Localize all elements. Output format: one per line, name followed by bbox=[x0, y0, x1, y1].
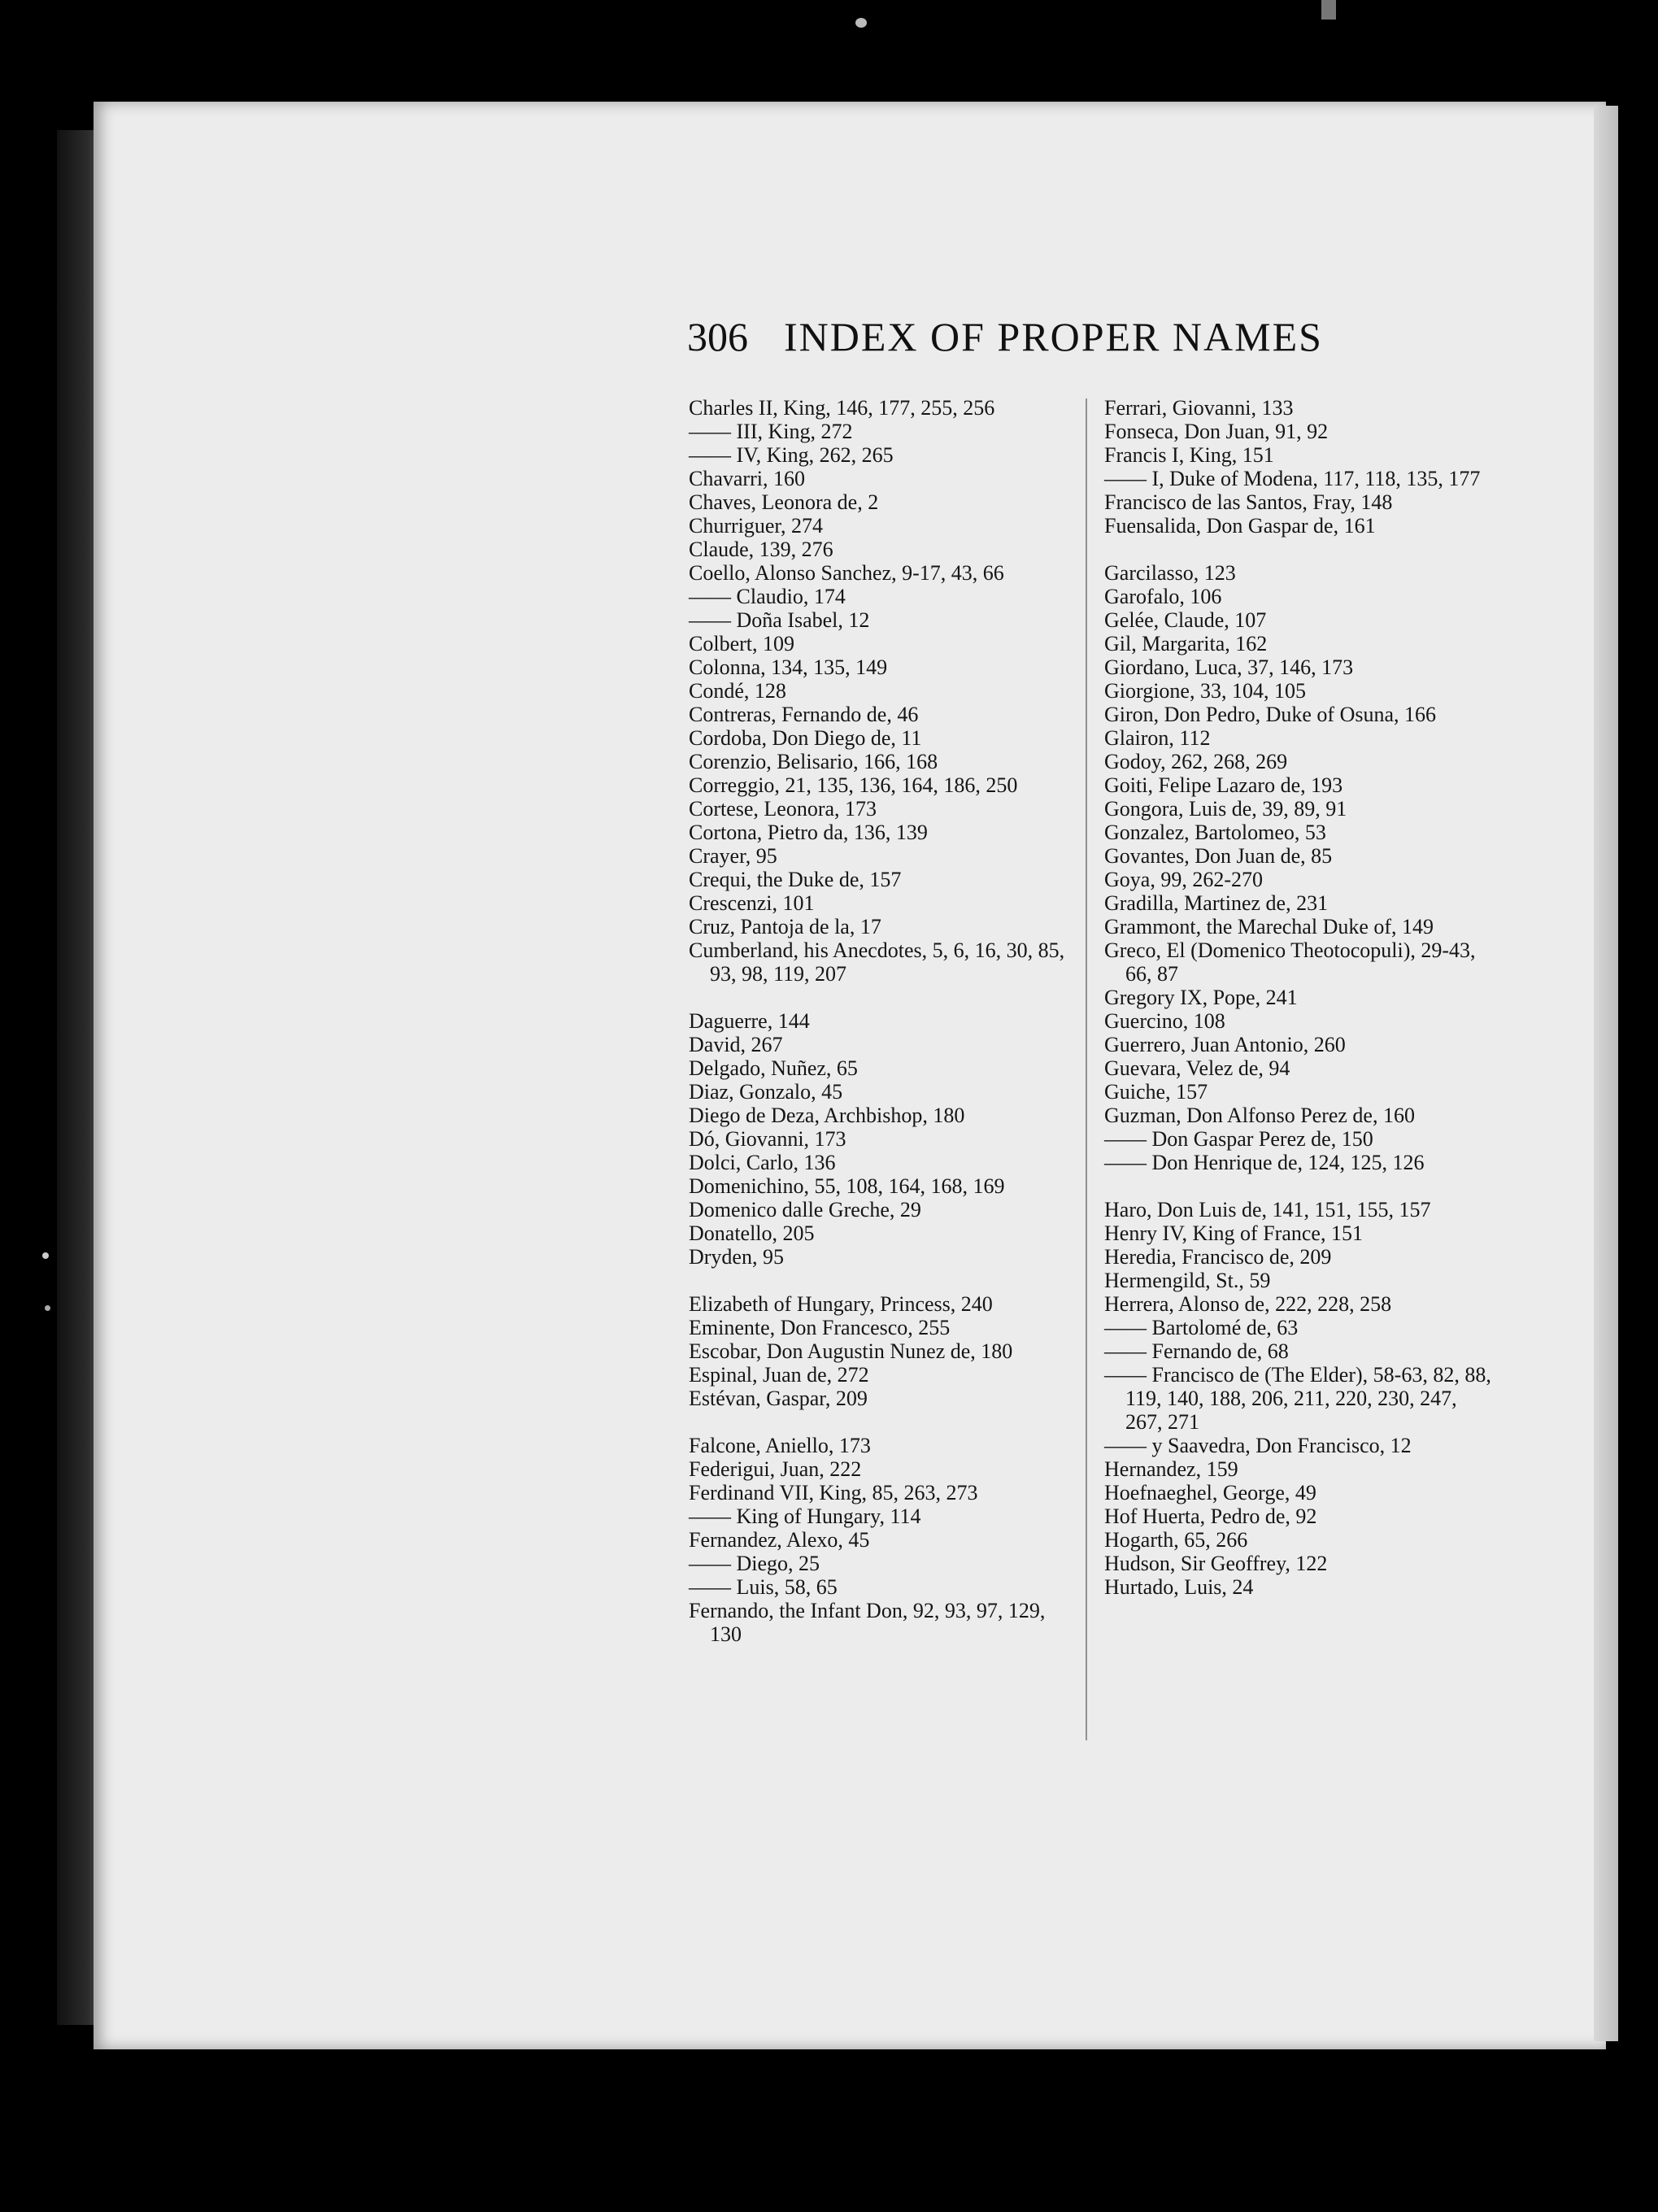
index-section-gap bbox=[1104, 1174, 1495, 1198]
page-edge-shadow bbox=[1594, 106, 1618, 2041]
index-entry: Gradilla, Martinez de, 231 bbox=[1104, 891, 1329, 915]
index-entry: —— IV, King, 262, 265 bbox=[689, 443, 894, 467]
index-entry: Cordoba, Don Diego de, 11 bbox=[689, 726, 922, 750]
index-entry: —— Fernando de, 68 bbox=[1104, 1339, 1289, 1363]
index-entry: Crescenzi, 101 bbox=[689, 891, 815, 915]
index-entry: Gil, Margarita, 162 bbox=[1104, 632, 1268, 655]
index-entry: —— Don Gaspar Perez de, 150 bbox=[1104, 1127, 1373, 1151]
index-entry: Donatello, 205 bbox=[689, 1221, 815, 1245]
index-column-right bbox=[1104, 396, 1495, 1599]
index-entry: Grammont, the Marechal Duke of, 149 bbox=[1104, 915, 1434, 938]
index-entry: Hogarth, 65, 266 bbox=[1104, 1528, 1248, 1552]
index-entry: Diaz, Gonzalo, 45 bbox=[689, 1080, 843, 1104]
index-entry: Daguerre, 144 bbox=[689, 1009, 810, 1033]
index-section-gap bbox=[689, 1410, 1075, 1434]
index-entry: Herrera, Alonso de, 222, 228, 258 bbox=[1104, 1292, 1392, 1316]
index-entry: —— Claudio, 174 bbox=[689, 585, 846, 608]
index-entry: David, 267 bbox=[689, 1033, 783, 1056]
index-entry: Cortona, Pietro da, 136, 139 bbox=[689, 821, 928, 844]
index-entry: Escobar, Don Augustin Nunez de, 180 bbox=[689, 1339, 1013, 1363]
index-entry: Domenico dalle Greche, 29 bbox=[689, 1198, 921, 1221]
index-entry: Claude, 139, 276 bbox=[689, 538, 833, 561]
index-entry: —— y Saavedra, Don Francisco, 12 bbox=[1104, 1434, 1412, 1457]
index-entry: Eminente, Don Francesco, 255 bbox=[689, 1316, 951, 1339]
dust-speck bbox=[855, 18, 867, 28]
index-entry: Cumberland, his Anecdotes, 5, 6, 16, 30, 85, 93, 98, 119, 207 bbox=[689, 938, 1065, 986]
index-entry: Ferdinand VII, King, 85, 263, 273 bbox=[689, 1481, 978, 1504]
index-entry: —— Luis, 58, 65 bbox=[689, 1575, 838, 1599]
index-entry: Cruz, Pantoja de la, 17 bbox=[689, 915, 881, 938]
index-entry: Garcilasso, 123 bbox=[1104, 561, 1236, 585]
index-entry: Gregory IX, Pope, 241 bbox=[1104, 986, 1298, 1009]
index-entry: Delgado, Nuñez, 65 bbox=[689, 1056, 858, 1080]
index-entry: Govantes, Don Juan de, 85 bbox=[1104, 844, 1333, 868]
index-entry: Guercino, 108 bbox=[1104, 1009, 1225, 1033]
index-entry: Crayer, 95 bbox=[689, 844, 777, 868]
index-entry: Condé, 128 bbox=[689, 679, 786, 703]
dust-speck bbox=[45, 1305, 50, 1311]
index-section-gap bbox=[689, 1269, 1075, 1292]
index-entry: Falcone, Aniello, 173 bbox=[689, 1434, 871, 1457]
index-entry: Colonna, 134, 135, 149 bbox=[689, 655, 888, 679]
index-entry: —— Doña Isabel, 12 bbox=[689, 608, 870, 632]
index-entry: Coello, Alonso Sanchez, 9-17, 43, 66 bbox=[689, 561, 1004, 585]
index-entry: Colbert, 109 bbox=[689, 632, 794, 655]
index-entry: —— I, Duke of Modena, 117, 118, 135, 177 bbox=[1104, 467, 1481, 490]
index-entry: Correggio, 21, 135, 136, 164, 186, 250 bbox=[689, 773, 1018, 797]
index-column-left bbox=[689, 396, 1075, 1646]
page-title: INDEX OF PROPER NAMES bbox=[784, 314, 1323, 359]
index-entry: Guzman, Don Alfonso Perez de, 160 bbox=[1104, 1104, 1415, 1127]
index-entry: —— Diego, 25 bbox=[689, 1552, 820, 1575]
index-entry: —— Bartolomé de, 63 bbox=[1104, 1316, 1299, 1339]
index-entry: Charles II, King, 146, 177, 255, 256 bbox=[689, 396, 995, 420]
index-entry: —— Francisco de (The Elder), 58-63, 82, 88, 119, 140, 188, 206, 211, 220, 230, 247, 267, 271 bbox=[1104, 1363, 1491, 1434]
index-entry: Hudson, Sir Geoffrey, 122 bbox=[1104, 1552, 1328, 1575]
index-entry: Hermengild, St., 59 bbox=[1104, 1269, 1271, 1292]
index-entry: Corenzio, Belisario, 166, 168 bbox=[689, 750, 938, 773]
index-entry: Francisco de las Santos, Fray, 148 bbox=[1104, 490, 1393, 514]
index-entry: Garofalo, 106 bbox=[1104, 585, 1222, 608]
page-header bbox=[687, 313, 1500, 370]
column-divider bbox=[1086, 398, 1087, 1740]
index-entry: Ferrari, Giovanni, 133 bbox=[1104, 396, 1294, 420]
index-entry: Giordano, Luca, 37, 146, 173 bbox=[1104, 655, 1354, 679]
index-entry: Guerrero, Juan Antonio, 260 bbox=[1104, 1033, 1346, 1056]
index-entry: —— King of Hungary, 114 bbox=[689, 1504, 921, 1528]
dust-speck bbox=[42, 1252, 49, 1259]
index-entry: Federigui, Juan, 222 bbox=[689, 1457, 862, 1481]
index-section-gap bbox=[1104, 538, 1495, 561]
index-entry: Goiti, Felipe Lazaro de, 193 bbox=[1104, 773, 1343, 797]
index-entry: Dolci, Carlo, 136 bbox=[689, 1151, 836, 1174]
index-entry: Dryden, 95 bbox=[689, 1245, 784, 1269]
index-entry: Cortese, Leonora, 173 bbox=[689, 797, 877, 821]
index-entry: Heredia, Francisco de, 209 bbox=[1104, 1245, 1332, 1269]
index-entry: Godoy, 262, 268, 269 bbox=[1104, 750, 1288, 773]
index-entry: Elizabeth of Hungary, Princess, 240 bbox=[689, 1292, 993, 1316]
index-entry: Guevara, Velez de, 94 bbox=[1104, 1056, 1290, 1080]
index-entry: Hurtado, Luis, 24 bbox=[1104, 1575, 1254, 1599]
index-entry: Hoefnaeghel, George, 49 bbox=[1104, 1481, 1316, 1504]
index-entry: Gelée, Claude, 107 bbox=[1104, 608, 1267, 632]
index-entry: Hernandez, 159 bbox=[1104, 1457, 1238, 1481]
index-entry: Crequi, the Duke de, 157 bbox=[689, 868, 902, 891]
index-entry: Giorgione, 33, 104, 105 bbox=[1104, 679, 1306, 703]
page-number: 306 bbox=[687, 314, 748, 359]
index-entry: Haro, Don Luis de, 141, 151, 155, 157 bbox=[1104, 1198, 1431, 1221]
index-entry: Dó, Giovanni, 173 bbox=[689, 1127, 846, 1151]
index-entry: Churriguer, 274 bbox=[689, 514, 824, 538]
index-entry: Gongora, Luis de, 39, 89, 91 bbox=[1104, 797, 1347, 821]
index-entry: Gonzalez, Bartolomeo, 53 bbox=[1104, 821, 1326, 844]
index-entry: Espinal, Juan de, 272 bbox=[689, 1363, 869, 1387]
index-entry: Hof Huerta, Pedro de, 92 bbox=[1104, 1504, 1317, 1528]
index-entry: Diego de Deza, Archbishop, 180 bbox=[689, 1104, 965, 1127]
index-entry: Fonseca, Don Juan, 91, 92 bbox=[1104, 420, 1329, 443]
index-entry: Fernando, the Infant Don, 92, 93, 97, 129, 130 bbox=[689, 1599, 1046, 1646]
index-entry: —— III, King, 272 bbox=[689, 420, 853, 443]
index-entry: Greco, El (Domenico Theotocopuli), 29-43, 66, 87 bbox=[1104, 938, 1476, 986]
index-entry: Fuensalida, Don Gaspar de, 161 bbox=[1104, 514, 1376, 538]
index-entry: Contreras, Fernando de, 46 bbox=[689, 703, 919, 726]
index-entry: Goya, 99, 262-270 bbox=[1104, 868, 1263, 891]
index-entry: Domenichino, 55, 108, 164, 168, 169 bbox=[689, 1174, 1005, 1198]
index-entry: Glairon, 112 bbox=[1104, 726, 1211, 750]
index-entry: Chaves, Leonora de, 2 bbox=[689, 490, 879, 514]
index-entry: Chavarri, 160 bbox=[689, 467, 805, 490]
dust-speck bbox=[1321, 0, 1336, 20]
index-entry: Guiche, 157 bbox=[1104, 1080, 1208, 1104]
index-entry: Giron, Don Pedro, Duke of Osuna, 166 bbox=[1104, 703, 1437, 726]
index-entry: Henry IV, King of France, 151 bbox=[1104, 1221, 1363, 1245]
index-entry: Francis I, King, 151 bbox=[1104, 443, 1274, 467]
index-entry: Estévan, Gaspar, 209 bbox=[689, 1387, 868, 1410]
index-entry: Fernandez, Alexo, 45 bbox=[689, 1528, 870, 1552]
index-section-gap bbox=[689, 986, 1075, 1009]
index-entry: —— Don Henrique de, 124, 125, 126 bbox=[1104, 1151, 1425, 1174]
